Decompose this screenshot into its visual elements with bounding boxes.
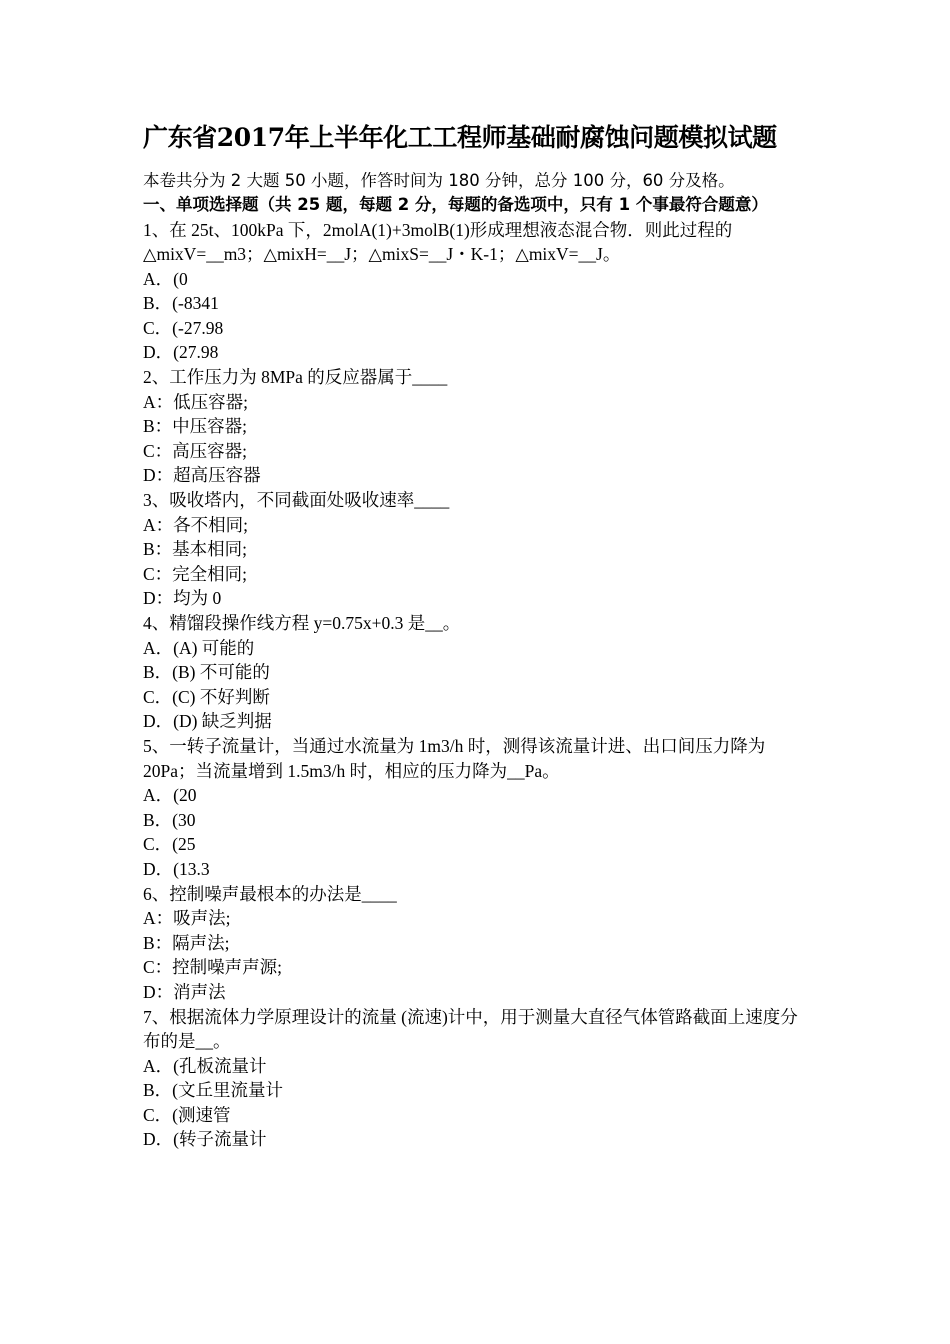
q6-option-c: C：控制噪声声源; [143, 957, 283, 978]
q5-option-b: B．(30 [143, 809, 196, 830]
q6-option-a: A：吸声法; [143, 908, 231, 929]
q7-option-a: A．(孔板流量计 [143, 1055, 267, 1076]
question-3: 3、吸收塔内，不同截面处吸收速率____ [143, 490, 450, 511]
section-heading: 一、单项选择题（共 25 题，每题 2 分，每题的备选项中，只有 1 个事最符合题意） [143, 195, 768, 214]
q7-option-b: B．(文丘里流量计 [143, 1080, 283, 1101]
question-5: 5、一转子流量计，当通过水流量为 1m3/h 时，测得该流量计进、出口间压力降为 20Pa；当流量增到 1.5m3/h 时，相应的压力降为__Pa。 [143, 735, 766, 781]
q2-option-d: D：超高压容器 [143, 465, 261, 486]
exam-intro: 本卷共分为 2 大题 50 小题，作答时间为 180 分钟，总分 100 分，60 分及格。 [143, 171, 735, 190]
q6-option-d: D：消声法 [143, 981, 226, 1002]
q5-option-c: C．(25 [143, 834, 196, 855]
q4-option-b: B．(B) 不可能的 [143, 662, 270, 683]
q3-option-c: C：完全相同; [143, 563, 248, 584]
q4-option-a: A．(A) 可能的 [143, 637, 255, 658]
q4-option-d: D．(D) 缺乏判据 [143, 711, 272, 732]
q7-option-d: D．(转子流量计 [143, 1129, 267, 1150]
q3-option-d: D：均为 0 [143, 588, 222, 609]
q6-option-b: B：隔声法; [143, 932, 230, 953]
q1-option-d: D．(27.98 [143, 342, 219, 363]
q3-option-b: B：基本相同; [143, 539, 248, 560]
q5-option-a: A．(20 [143, 785, 197, 806]
q2-option-b: B：中压容器; [143, 416, 248, 437]
q7-option-c: C．(测速管 [143, 1104, 231, 1125]
question-4: 4、精馏段操作线方程 y=0.75x+0.3 是__。 [143, 613, 461, 633]
question-6: 6、控制噪声最根本的办法是____ [143, 883, 397, 904]
q1-option-b: B．(-8341 [143, 293, 219, 314]
q2-option-a: A：低压容器; [143, 391, 248, 412]
question-7: 7、根据流体力学原理设计的流量 (流速)计中，用于测量大直径气体管路截面上速度分布的是__。 [143, 1006, 798, 1052]
question-1: 1、在 25t、100kPa 下，2molA(1)+3molB(1)形成理想液态混合物．则此过程的△mixV=__m3；△mixH=__J；△mixS=__J・K-1；△mixV=__J。 [143, 219, 733, 265]
q2-option-c: C：高压容器; [143, 440, 248, 461]
q3-option-a: A：各不相同; [143, 514, 248, 535]
q1-option-c: C．(-27.98 [143, 317, 224, 338]
question-2: 2、工作压力为 8MPa 的反应器属于____ [143, 367, 448, 388]
q4-option-c: C．(C) 不好判断 [143, 686, 270, 707]
document-content [143, 120, 811, 1152]
q5-option-d: D．(13.3 [143, 858, 210, 879]
q1-option-a: A．(0 [143, 268, 188, 289]
document-title: 广东省2017年上半年化工工程师基础耐腐蚀问题模拟试题 [143, 123, 777, 152]
